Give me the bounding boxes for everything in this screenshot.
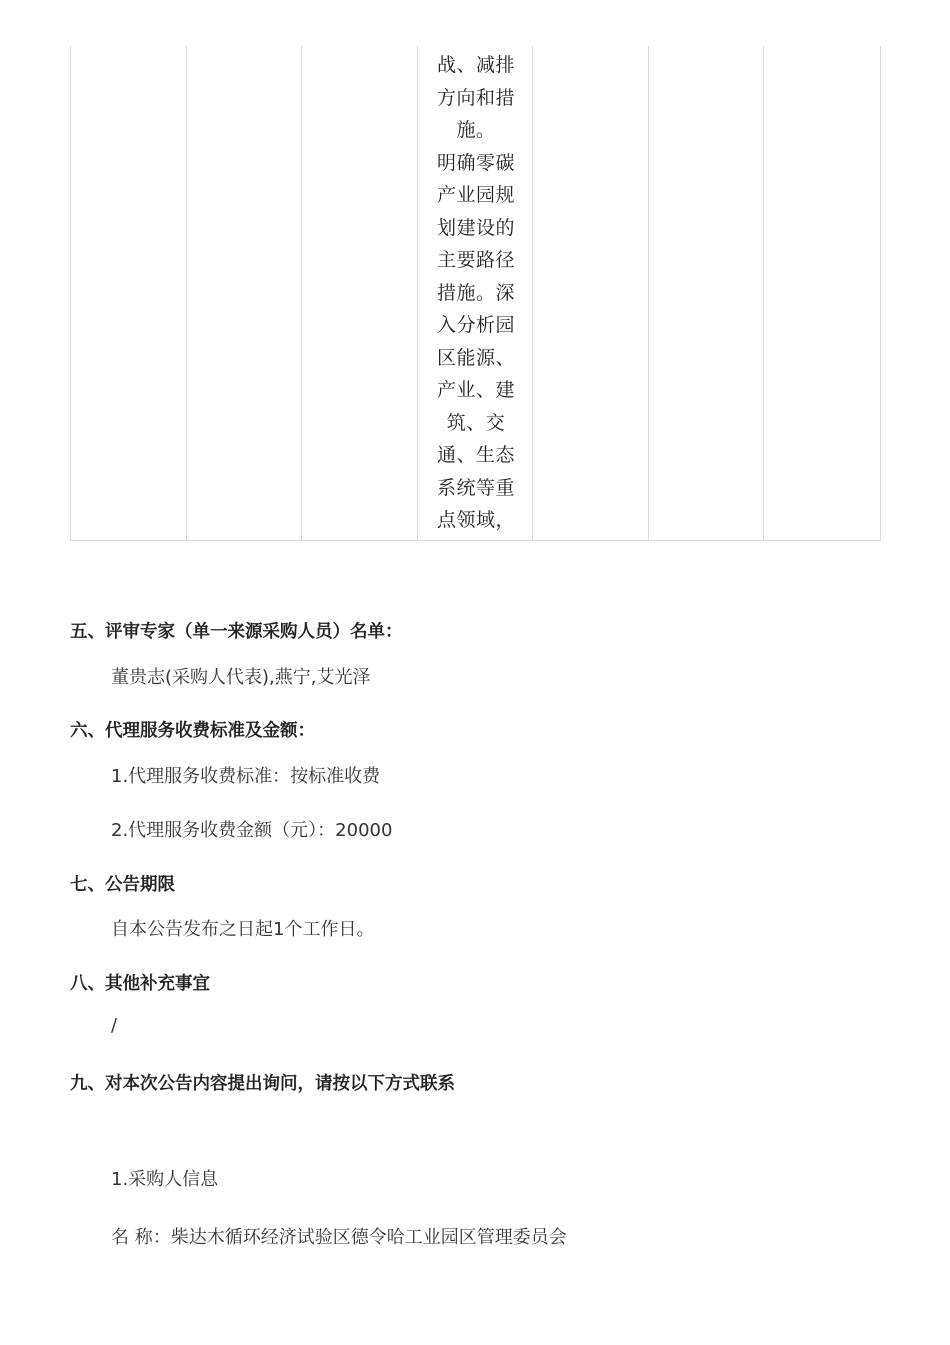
cell-line: 通、生态 [437, 444, 516, 466]
cell-line: 划建设的 [437, 216, 516, 239]
notice-period: 自本公告发布之日起1个工作日。 [111, 919, 375, 940]
table-fragment [70, 46, 881, 541]
cell-line: 战、减排 [437, 54, 516, 76]
table-cell [302, 46, 418, 540]
cell-line: 点领域， [437, 509, 516, 531]
expert-list: 董贵志(采购人代表),燕宁,艾光泽 [111, 667, 371, 688]
cell-line: 产业、建 [437, 379, 516, 401]
cell-text-block [418, 46, 532, 537]
table-cell [764, 46, 880, 540]
cell-line: 明确零碳 [437, 151, 516, 174]
purchaser-info-title: 1.采购人信息 [111, 1169, 219, 1190]
purchaser-name: 名 称：柴达木循环经济试验区德令哈工业园区管理委员会 [111, 1227, 567, 1248]
cell-line: 入分析园 [437, 314, 516, 336]
table-cell [71, 46, 187, 540]
cell-line: 产业园规 [437, 184, 516, 206]
cell-line: 主要路径 [437, 249, 516, 271]
fee-standard: 1.代理服务收费标准：按标准收费 [111, 766, 381, 787]
section-heading-5: 五、评审专家（单一来源采购人员）名单： [70, 622, 403, 642]
cell-line: 措施。深 [437, 281, 516, 304]
table-cell [533, 46, 649, 540]
table-cell [187, 46, 303, 540]
table-cell-text [418, 46, 533, 540]
table-cell [649, 46, 765, 540]
cell-line: 施。 [456, 119, 496, 141]
fee-amount: 2.代理服务收费金额（元）：20000 [111, 820, 393, 841]
cell-line: 筑、交 [446, 411, 506, 434]
section-heading-6: 六、代理服务收费标准及金额： [70, 721, 315, 741]
section-heading-7: 七、公告期限 [70, 875, 175, 895]
cell-line: 方向和措 [437, 86, 516, 109]
section-heading-9: 九、对本次公告内容提出询问，请按以下方式联系 [70, 1074, 455, 1094]
section-heading-8: 八、其他补充事宜 [70, 974, 210, 994]
cell-line: 系统等重 [437, 476, 516, 499]
cell-line: 区能源、 [437, 346, 516, 369]
supplementary-content: / [111, 1015, 118, 1036]
